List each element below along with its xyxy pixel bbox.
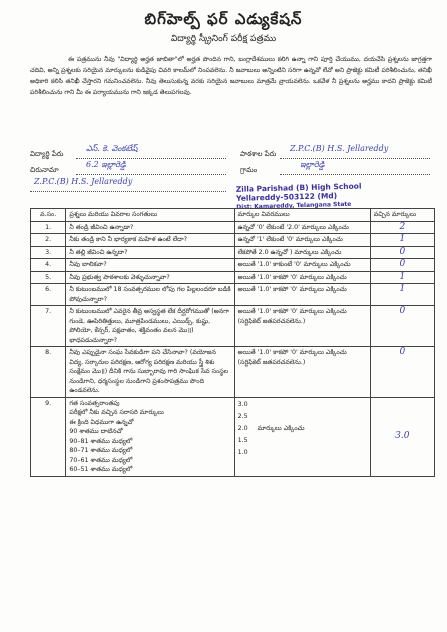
row-marks-rule: అయితే '1.0' కాకపో '0' మార్కులు ఎక్కించు (సర్టిఫికెట్ జతపరచవలెను.) [234,347,370,398]
student-name-value[interactable]: ఎస్. కె. వెంకటేష్ [86,144,138,153]
village-value[interactable]: ఇల్లారెడ్డి [300,160,325,169]
student-name-label: విద్యార్థి పేరు [30,150,64,158]
row-marks-rule: అయితే '1.0' కాకుంటే '0' మార్కులు ఎక్కించు [234,259,370,272]
row-score-cell[interactable] [370,306,434,347]
stamp-line: Zilla Parishad (B) High School [235,181,362,194]
marks-scale: 3.0 2.5 2.0 1.5 1.0 [237,400,248,456]
row-score: 0 [399,259,406,269]
row-score-cell[interactable] [370,284,434,306]
row-score-cell[interactable] [370,259,434,272]
row-marks-rule-cell [234,397,370,476]
table-row [31,306,435,347]
row-marks-rule: లేకపోతే 2.0 ఉన్నచో ) మార్కులు ఎక్కించు [234,246,370,259]
row-number: 2. [31,234,66,247]
row-number: 9. [31,397,66,476]
instructions-paragraph [30,54,432,98]
row-score: 2 [399,221,406,232]
row-score: 1 [399,234,406,244]
address2-value[interactable]: Z.P.C.(B) H.S. Jellareddy [34,177,133,186]
table-row [31,221,435,234]
row-number: 1. [31,221,66,234]
table-row [31,271,435,284]
row-number: 3. [31,246,66,259]
questions-table [30,208,435,477]
row-question: నీవు ప్రభుత్వ పాఠశాలకు వెళ్ళుచున్నావా? [66,271,234,284]
marks-scale-wrap [238,399,367,459]
row-marks-rule: అయితే '1.0' కాకపో '0' మార్కులు ఎక్కించు [234,284,370,306]
row-marks-rule: ఉన్నచో '1' లేకుంటే '0' మార్కులు ఎక్కించు [234,234,370,247]
school-name-label: పాఠశాల పేరు [240,150,277,158]
row-number: 8. [31,347,66,398]
address-value[interactable]: 6.2 ఇల్లారెడ్డి [86,160,126,169]
row-number: 4. [31,259,66,272]
form-subtitle: విద్యార్థి స్క్రీనింగ్ పరీక్ష పత్రము [170,34,277,44]
row-marks-rule: మార్కులు ఎక్కించు [257,424,305,432]
row-score-cell[interactable] [370,347,434,398]
table-row [31,259,435,272]
row-question: నీ తండ్రి జీవించి ఉన్నాడా? [66,221,234,234]
row-number: 5. [31,271,66,284]
stamp-line: Yellareddy-503122 (Md) [235,191,338,203]
village-label: గ్రామం [240,166,258,174]
table-header-row [31,209,435,222]
school-name-value[interactable]: Z.P.C.(B) H.S. Jellareddy [290,144,389,153]
row-score: 1 [399,284,406,294]
table-row [31,246,435,259]
table-row [31,397,435,476]
row-marks-rule: అయితే '1.0' కాకపో '0' మార్కులు ఎక్కించు (సర్టిఫికెట్ జతపరచవలెను.) [234,306,370,347]
row-score: 1 [399,271,406,282]
form-title: బిగ్‌హెల్ప్ ఫర్ ఎడ్యుకేషన్ [144,10,303,28]
col-header-question: ప్రశ్నలు మరియు వివరాల సంగతులు [66,209,234,222]
row-number: 6. [31,284,66,306]
table-row [31,284,435,306]
row-score-cell[interactable] [370,221,434,234]
col-header-marks-detail: మార్కుల వివరములు [234,209,370,222]
table-row [31,234,435,247]
row-marks-rule: ఉన్నచో '0' లేకుంటే '2.0' మార్కులు ఎక్కించు [234,221,370,234]
stamp-line: Dist: Kamareddy, Telangana State [236,200,352,211]
col-header-serial: వ.సం. [31,209,66,222]
row-question: నీవు బాలికవా? [66,259,234,272]
row-score-cell[interactable] [370,246,434,259]
row-marks-rule: అయితే '1.0' కాకపో '0' మార్కులు ఎక్కించు [234,271,370,284]
row-score: 0 [399,246,406,257]
row-question: నీ తల్లి జీవించి ఉన్నదా? [66,246,234,259]
row-score: 0 [399,347,406,357]
row-score-cell[interactable] [370,397,434,476]
row-question: నీవు ఎప్పుడైనా సంఘ సేవకుడిగా పని చేసినావా? (వయోజన విద్య, సర్కారుల పరిరక్షణ, ఆరోగ్య పరిరక్షణ మరియు స్త్రీ శిశు సంక్షేమం మొ॥) దీనికి గాను సుబ్బారావు గారి సాంఘిక సేవ సంస్థల నుండిగాని, ధర్మసంస్థల నుండిగాని ప్రశంసాపత్రము పొంది ఉండవలెను. [66,347,234,398]
row-question: గత సంవత్సరాంతపు పరీక్షలో నీకు వచ్చిన సరాసరి మార్కులు ఈ క్రింది విధముగా ఉన్నచో 90 శాతము దాటినచో 90–81 శాతము మధ్యలో 80–71 శాతము మధ్యలో 70–61 శాతము మధ్యలో 60–51 శాతము మధ్యలో [66,397,234,476]
row-number: 7. [31,306,66,347]
instructions-text: ఈ పత్రమును నీవు "విద్యార్థి అర్హత జాబితా"లో అర్హత పొందిన గాని, బంగ్లాదేశములు కలిగి ఉన్నా గాని పూర్తి చేయుము, దయచేసి ప్రశ్నలను జాగ్రత్తగా చదివి, అన్ని ప్రశ్నలకు సరియైన మార్కులను కుడివైపు చివరి కాలమ్‌లో నింపవలెను. నీ జవాబులు అన్నింటిని సరిగా ఉన్నవో లేవో అని ప్రాజెక్టు కమిటీ పరిశీలించును, తనిఖీ అధికారి కలిసి తనిఖీ చేస్తారని గమనించవలెను. నీవు తెలుసుకున్న వరకు సరియైన జవాబులు మాత్రమే వ్రాయవలెను. ఒకవేళ నీ ప్రశ్నలను అర్హము కాదని ప్రాజెక్టు కమిటీ పరిశీలించును గాని మీ ఈ పర్యాయమును గాని ఇక్కడ తెలుపగలవు. [30,56,432,96]
table-row [31,347,435,398]
address-label: చిరునామా [30,166,59,174]
row-question: నీకు తండ్రి కాని నీ భార్యకాక మహిళ ఉంటే లేదా? [66,234,234,247]
row-score-cell[interactable] [370,234,434,247]
row-score-cell[interactable] [370,271,434,284]
row-score: 3.0 [395,430,410,441]
col-header-marks-obtained: వచ్చిన మార్కులు [370,209,434,222]
row-question: నీ కుటుంబములో ఎవరైన తీవ్ర అస్వస్థత లేక దీర్ఘరోగముతో (అనగా గుండె, ఊపిరితిత్తులు, మూత్రపిండములు, ఎయిడ్స్, కుష్టు, పోలియో, కేన్సర్, పక్షవాతం, శక్తివంతం వలన మొ॥) భాధపడుచున్నారా? [66,306,234,347]
row-question: నీ కుటుంబములో 18 సంవత్సరముల లోపు గల పిల్లలందరూ బడికి పోవుచున్నారా? [66,284,234,306]
row-score: 0 [399,306,406,316]
